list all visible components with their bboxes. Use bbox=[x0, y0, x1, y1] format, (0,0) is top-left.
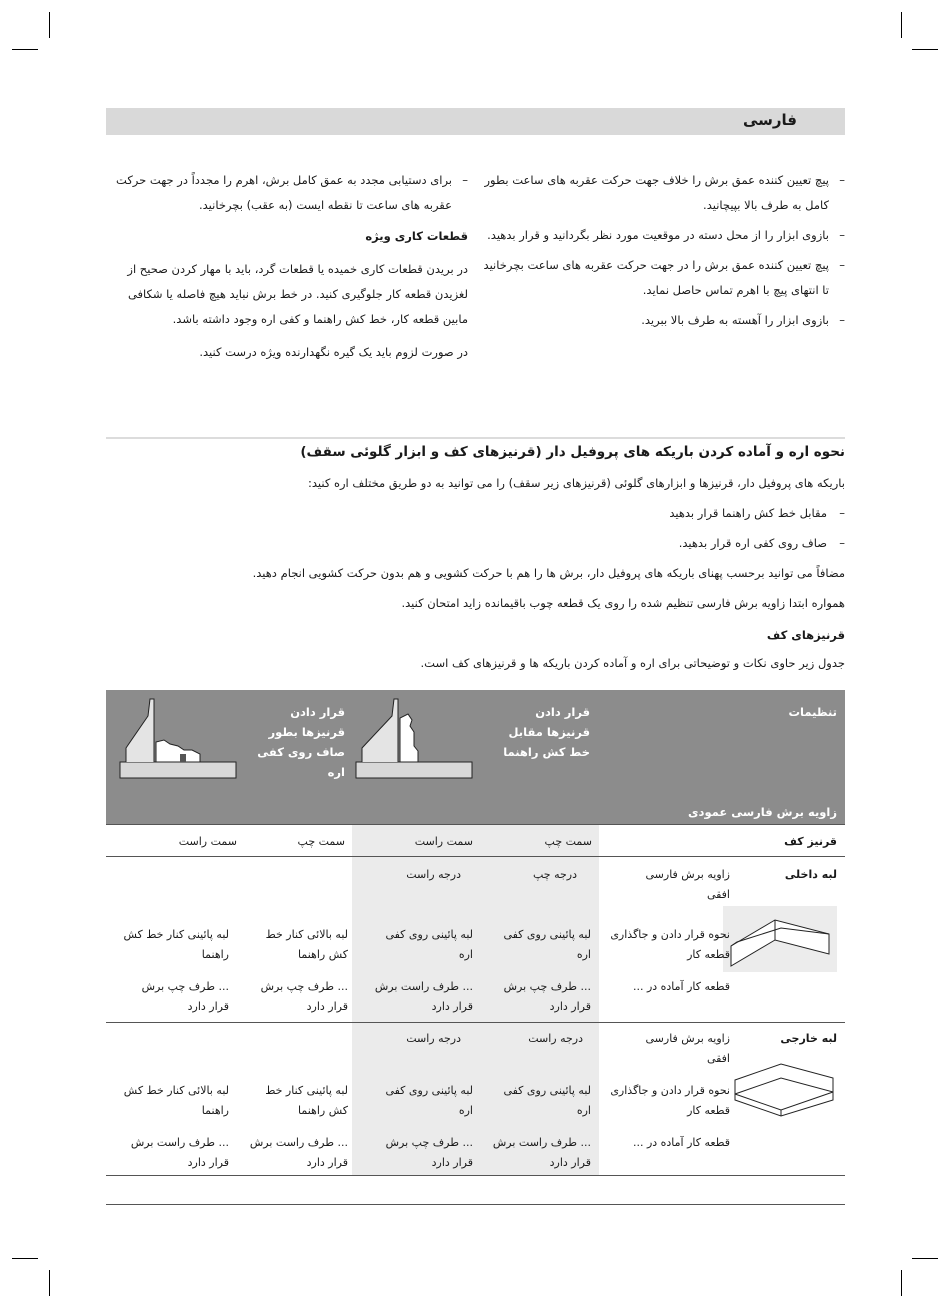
table-rule bbox=[106, 1022, 845, 1023]
finished-value: ... طرف چپ برش قرار دارد bbox=[141, 980, 229, 1013]
list-item: – پیچ تعیین کننده عمق برش را خلاف جهت حرکت عقربه های ساعت بطور کامل به طرف بالا بپیچانید. bbox=[483, 168, 845, 218]
crop-mark bbox=[901, 12, 902, 38]
settings-heading: تنظیمات bbox=[788, 705, 837, 719]
paragraph: در صورت لزوم باید یک گیره نگهدارنده ویژه درست کنید. bbox=[199, 345, 468, 359]
flat-heading: قرار دادن قرنیزها بطور صاف روی کفی اره bbox=[257, 705, 345, 779]
left-side-heading: سمت چپ bbox=[297, 835, 345, 848]
placement-value: لبه پائینی کنار خط کش راهنما bbox=[265, 1084, 348, 1117]
left-side-heading: سمت چپ bbox=[544, 835, 592, 848]
divider bbox=[106, 437, 845, 439]
subheading-floor-moldings: قرنیزهای کف bbox=[766, 628, 845, 642]
against-fence-heading: قرار دادن قرنیزها مقابل خط کش راهنما bbox=[503, 705, 590, 759]
placement-value: لبه پائینی روی کفی اره bbox=[503, 1084, 591, 1117]
floor-molding-heading: قرنیز کف bbox=[784, 835, 837, 848]
settings-table bbox=[106, 824, 845, 1176]
table-rule bbox=[106, 1175, 845, 1176]
outer-corner-icon bbox=[731, 1060, 837, 1122]
list-item: – برای دستیابی مجدد به عمق کامل برش، اهرم را مجدداً در جهت حرکت عقربه های ساعت تا نقطه ایست (به عقب) بچرخانید. bbox=[106, 168, 468, 218]
list-item: – پیچ تعیین کننده عمق برش را در جهت حرکت عقربه های ساعت بچرخانید تا انتهای پیچ با اهرم تماس حاصل نماید. bbox=[483, 253, 845, 303]
placement-value: لبه بالائی کنار خط کش راهنما bbox=[265, 928, 348, 961]
inner-corner-icon bbox=[723, 906, 837, 972]
finished-value: ... طرف راست برش قرار دارد bbox=[492, 1136, 591, 1169]
crop-mark bbox=[12, 49, 38, 50]
outer-edge-label: لبه خارجی bbox=[780, 1032, 837, 1045]
paragraph: در بریدن قطعات کاری خمیده یا قطعات گرد، باید با مهار کردن صحیح از لغزیدن قطعه کار جلوگیری کنید. در خط برش نباید هیچ فاصله یا شکافی مابین قطعه کار، خط کش راهنما و کفی اره وجود داشته باشد. bbox=[127, 262, 468, 326]
placement-label: نحوه قرار دادن و جاگذاری قطعه کار bbox=[610, 928, 730, 961]
finished-label: قطعه کار آماده در ... bbox=[632, 980, 730, 993]
horizontal-angle-label: زاویه برش فارسی افقی bbox=[645, 1032, 730, 1065]
table-rule bbox=[106, 824, 845, 825]
placement-value: لبه پائینی روی کفی اره bbox=[385, 928, 473, 961]
crop-mark bbox=[901, 1270, 902, 1296]
right-column bbox=[483, 168, 845, 338]
crop-mark bbox=[912, 1258, 938, 1259]
table-header bbox=[106, 690, 845, 824]
right-side-heading: سمت راست bbox=[414, 835, 473, 848]
list-item: – بازوی ابزار را از محل دسته در موقعیت مورد نظر بگردانید و قرار بدهید. bbox=[483, 223, 845, 248]
paragraph: مضافاً می توانید برحسب پهنای باریکه های پروفیل دار، برش ها را هم با حرکت کشویی و هم بدون حرکت کشویی انجام دهید. bbox=[252, 566, 845, 580]
angle-value: درجه راست bbox=[406, 868, 461, 881]
paragraph: جدول زیر حاوی نکات و توضیحاتی برای اره و آماده کردن باریکه ها و قرنیزهای کف است. bbox=[420, 656, 845, 670]
placement-label: نحوه قرار دادن و جاگذاری قطعه کار bbox=[610, 1084, 730, 1117]
paragraph: باریکه های پروفیل دار، قرنیزها و ابزارهای گلوئی (قرنیزهای زیر سقف) را می توانید به دو طریق مختلف اره کنید: bbox=[308, 476, 845, 490]
finished-value: ... طرف راست برش قرار دارد bbox=[249, 1136, 348, 1169]
finished-value: ... طرف راست برش قرار دارد bbox=[374, 980, 473, 1013]
table-rule bbox=[106, 856, 845, 857]
finished-value: ... طرف چپ برش قرار دارد bbox=[503, 980, 591, 1013]
finished-value: ... طرف چپ برش قرار دارد bbox=[385, 1136, 473, 1169]
angle-value: درجه چپ bbox=[532, 868, 577, 881]
vertical-angle-heading: زاویه برش فارسی عمودی bbox=[688, 805, 837, 819]
finished-value: ... طرف چپ برش قرار دارد bbox=[260, 980, 348, 1013]
right-side-heading: سمت راست bbox=[178, 835, 237, 848]
bottom-divider bbox=[106, 1204, 845, 1205]
list-item: – صاف روی کفی اره قرار بدهید. bbox=[106, 532, 845, 554]
placement-value: لبه پائینی روی کفی اره bbox=[503, 928, 591, 961]
page-title: فارسی bbox=[742, 111, 797, 129]
crop-mark bbox=[49, 1270, 50, 1296]
crop-mark bbox=[912, 49, 938, 50]
paragraph: همواره ابتدا زاویه برش فارسی تنظیم شده را روی یک قطعه چوب باقیمانده زاید امتحان کنید. bbox=[401, 596, 845, 610]
crop-mark bbox=[12, 1258, 38, 1259]
angle-value: درجه راست bbox=[406, 1032, 461, 1045]
section-title: نحوه اره و آماده کردن باریکه های پروفیل دار (قرنیزهای کف و ابزار گلوئی سقف) bbox=[300, 444, 845, 460]
list-item: – بازوی ابزار را آهسته به طرف بالا ببرید. bbox=[483, 308, 845, 333]
language-header bbox=[106, 108, 845, 135]
molding-flat-illustration bbox=[118, 696, 238, 780]
placement-value: لبه پائینی کنار خط کش راهنما bbox=[123, 928, 229, 961]
placement-value: لبه پائینی روی کفی اره bbox=[385, 1084, 473, 1117]
placement-value: لبه بالائی کنار خط کش راهنما bbox=[123, 1084, 229, 1117]
list-item: – مقابل خط کش راهنما قرار بدهید bbox=[106, 502, 845, 524]
left-column bbox=[106, 168, 468, 373]
profile-section bbox=[106, 440, 845, 682]
finished-value: ... طرف راست برش قرار دارد bbox=[130, 1136, 229, 1169]
subheading-special-workpieces: قطعات کاری ویژه bbox=[365, 229, 468, 243]
angle-value: درجه راست bbox=[528, 1032, 583, 1045]
finished-label: قطعه کار آماده در ... bbox=[632, 1136, 730, 1149]
inner-edge-label: لبه داخلی bbox=[784, 868, 837, 881]
horizontal-angle-label: زاویه برش فارسی افقی bbox=[645, 868, 730, 901]
crop-mark bbox=[49, 12, 50, 38]
molding-against-fence-illustration bbox=[354, 696, 474, 780]
